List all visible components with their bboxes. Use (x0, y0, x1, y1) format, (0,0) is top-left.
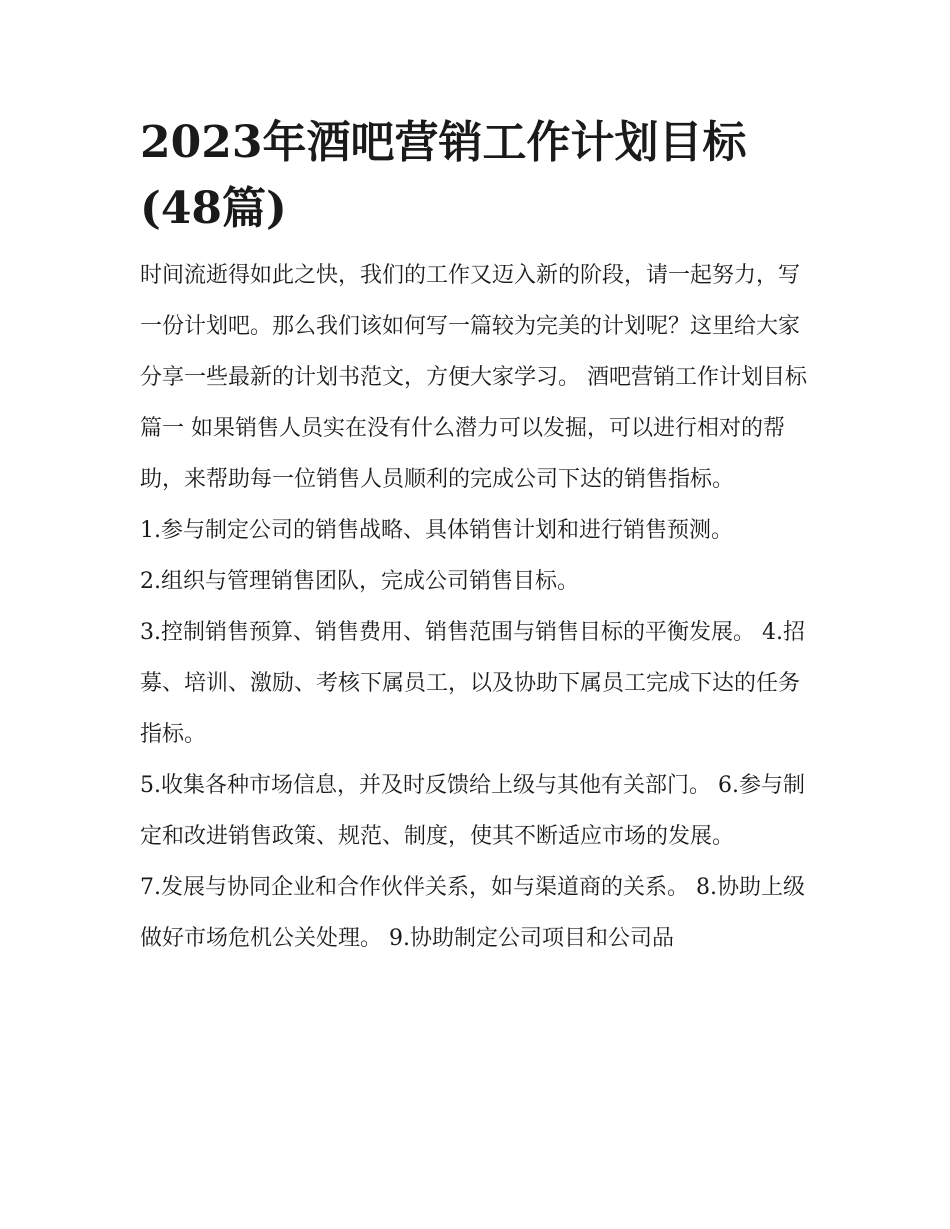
paragraph-item-1: 1.参与制定公司的销售战略、具体销售计划和进行销售预测。 (140, 518, 733, 543)
paragraph-item-2: 2.组织与管理销售团队，完成公司销售目标。 (140, 569, 579, 594)
paragraph-intro: 时间流逝得如此之快，我们的工作又迈入新的阶段，请一起努力，写一份计划吧。那么我们该如何写一篇较为完美的计划呢？这里给大家分享一些最新的计划书范文，方便大家学习。 酒吧营销工作计划目标篇一 如果销售人员实在没有什么潜力可以发掘，可以进行相对的帮助，来帮助每一位销售人员顺利的完成公司下达的销售指标。 (140, 263, 807, 492)
paragraph-item-5-6: 5.收集各种市场信息，并及时反馈给上级与其他有关部门。 6.参与制定和改进销售政策、规范、制度，使其不断适应市场的发展。 (140, 773, 805, 849)
document-body (140, 110, 812, 964)
paragraph-item-3-4: 3.控制销售预算、销售费用、销售范围与销售目标的平衡发展。 4.招募、培训、激励、考核下属员工，以及协助下属员工完成下达的任务指标。 (140, 620, 805, 747)
paragraph-item-7-9: 7.发展与协同企业和合作伙伴关系，如与渠道商的关系。 8.协助上级做好市场危机公关处理。 9.协助制定公司项目和公司品 (140, 875, 805, 951)
document-title: 2023年酒吧营销工作计划目标(48篇) (140, 117, 747, 234)
